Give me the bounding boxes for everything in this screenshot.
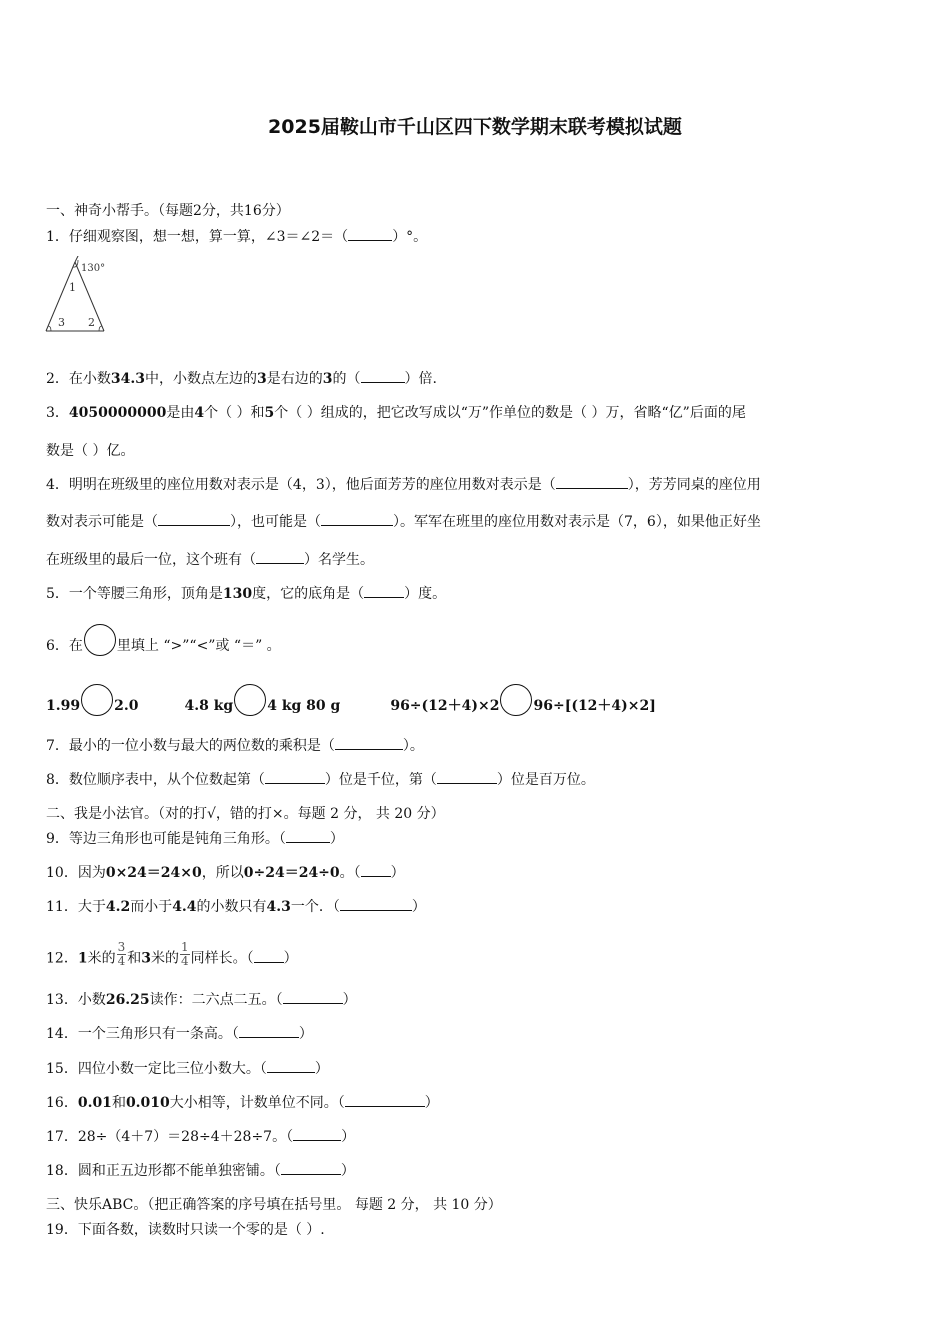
angle-130-label: 130°	[81, 263, 106, 274]
question-7: 7．最小的一位小数与最大的两位数的乘积是（ ）。	[46, 738, 424, 754]
triangle-figure	[40, 256, 120, 336]
question-11: 11．大于4.2而小于4.4的小数只有4.3一个．（ ）	[46, 899, 426, 915]
answer-blank[interactable]	[256, 551, 304, 564]
section-3-heading: 三、快乐ABC。（把正确答案的序号填在括号里。 每题 2 分， 共 10 分）	[46, 1197, 502, 1213]
question-10: 10．因为0×24＝24×0，所以0÷24＝24÷0。（ ）	[46, 865, 405, 881]
question-8: 8．数位顺序表中，从个位数起第（ ）位是千位，第（ ）位是百万位。	[46, 772, 595, 788]
section-2-heading: 二、我是小法官。（对的打√，错的打×。每题 2 分， 共 20 分）	[46, 806, 445, 822]
question-6-items: 1.99 2.0 4.8 kg 4 kg 80 g 96÷(12＋4)×2 96÷[(12＋4)×2]	[46, 690, 656, 722]
answer-blank[interactable]	[283, 991, 343, 1004]
angle-3-label: 3	[58, 316, 65, 329]
answer-blank[interactable]	[361, 370, 405, 383]
compare-circle-3[interactable]	[500, 684, 532, 716]
triangle-extension	[75, 256, 79, 262]
question-17: 17．28÷（4＋7）＝28÷4＋28÷7。（ ）	[46, 1129, 356, 1145]
question-12: 12．1米的 $\frac{3}{4}$ 和3米的 $\frac{1}{4}$ 同样长。（ ）	[46, 940, 298, 968]
question-16: 16．0.01和0.010大小相等，计数单位不同。（ ）	[46, 1095, 439, 1111]
answer-blank[interactable]	[293, 1128, 341, 1141]
question-13: 13．小数26.25读作：二六点二五。（ ）	[46, 992, 357, 1008]
answer-blank[interactable]	[335, 737, 403, 750]
compare-circle-2[interactable]	[234, 684, 266, 716]
question-14: 14．一个三角形只有一条高。（ ）	[46, 1026, 313, 1042]
answer-blank[interactable]	[281, 1162, 341, 1175]
answer-blank[interactable]	[286, 830, 330, 843]
answer-blank[interactable]	[340, 898, 412, 911]
angle-1-label: 1	[69, 281, 76, 294]
answer-blank[interactable]	[158, 513, 230, 526]
answer-blank[interactable]	[265, 771, 325, 784]
question-3: 3．4050000000是由4个（ ）和5个（ ）组成的，把它改写成以“万”作单位的数是（ ）万，省略“亿”后面的尾	[46, 405, 746, 421]
answer-blank[interactable]	[254, 950, 284, 963]
answer-blank[interactable]	[345, 1094, 425, 1107]
answer-blank[interactable]	[321, 513, 393, 526]
answer-blank[interactable]	[437, 771, 497, 784]
question-4: 4．明明在班级里的座位用数对表示是（4，3），他后面芳芳的座位用数对表示是（ ），芳芳同桌的座位用	[46, 477, 761, 493]
question-4-line-3: 在班级里的最后一位，这个班有（ ）名学生。	[46, 552, 374, 568]
answer-blank[interactable]	[556, 476, 628, 489]
question-9: 9．等边三角形也可能是钝角三角形。（ ）	[46, 831, 344, 847]
compare-circle-1[interactable]	[81, 684, 113, 716]
answer-blank[interactable]	[348, 228, 392, 241]
question-18: 18．圆和正五边形都不能单独密铺。（ ）	[46, 1163, 355, 1179]
fraction-three-quarters: $\frac{3}{4}$	[117, 940, 126, 968]
page-title: 2025届鞍山市千山区四下数学期末联考模拟试题	[268, 116, 682, 138]
answer-blank[interactable]	[361, 864, 391, 877]
compare-circle-example	[84, 624, 116, 656]
question-19: 19．下面各数，读数时只读一个零的是（ ）.	[46, 1222, 325, 1238]
answer-blank[interactable]	[267, 1060, 315, 1073]
fraction-one-quarter: $\frac{1}{4}$	[180, 940, 189, 968]
question-2: 2．在小数34.3中，小数点左边的3是右边的3的（ ）倍.	[46, 371, 437, 387]
answer-blank[interactable]	[364, 585, 404, 598]
question-5: 5．一个等腰三角形，顶角是130度，它的底角是（ ）度。	[46, 586, 447, 602]
question-6: 6．在 里填上 “>”“<”或 “＝” 。	[46, 630, 281, 662]
question-1: 1．仔细观察图，想一想，算一算，∠3＝∠2＝（ ）°。	[46, 229, 428, 245]
section-1-heading: 一、神奇小帮手。（每题2分，共16分）	[46, 203, 290, 219]
question-4-line-2: 数对表示可能是（ ），也可能是（ ）。军军在班里的座位用数对表示是（7，6），如果他正好坐	[46, 514, 761, 530]
question-15: 15．四位小数一定比三位小数大。（ ）	[46, 1061, 329, 1077]
angle-2-arc	[99, 326, 102, 331]
angle-3-arc	[48, 326, 51, 331]
question-3-continued: 数是（ ）亿。	[46, 443, 135, 459]
angle-2-label: 2	[88, 316, 95, 329]
answer-blank[interactable]	[239, 1025, 299, 1038]
